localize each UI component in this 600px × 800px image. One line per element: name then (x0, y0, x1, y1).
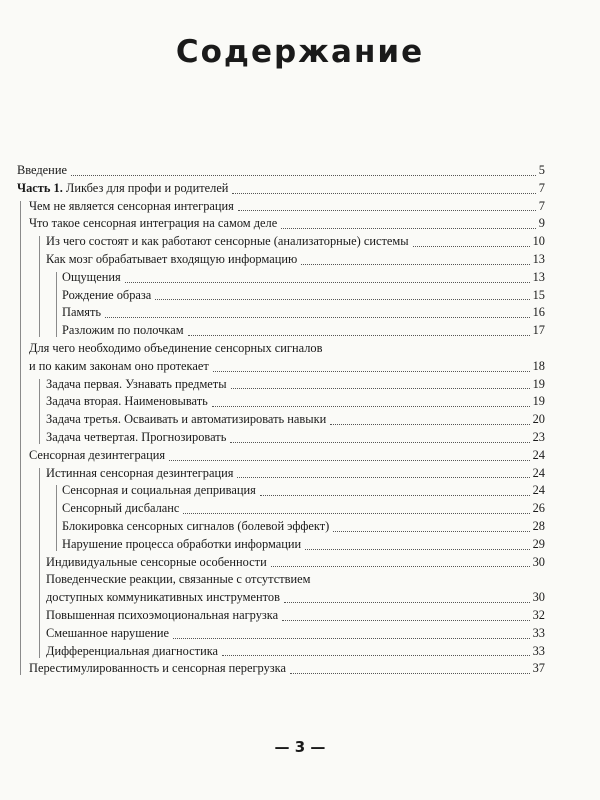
dot-leader (284, 602, 530, 603)
toc-page-number: 19 (532, 394, 545, 409)
toc-page-number: 20 (532, 412, 545, 427)
toc-entry-label: Часть 1. Ликбез для профи и родителей (17, 180, 229, 195)
toc-page-number: 30 (532, 590, 545, 605)
toc-guide-line (20, 201, 21, 675)
toc-page-number: 15 (532, 287, 545, 302)
toc-entry-label: Перестимулированность и сенсорная перегрузка (29, 661, 286, 676)
dot-leader (105, 317, 530, 318)
toc-entry[interactable] (17, 393, 545, 411)
toc-entry[interactable] (17, 215, 545, 233)
dot-leader (271, 566, 530, 567)
toc-entry[interactable] (17, 376, 545, 394)
toc-page-number: 29 (532, 536, 545, 551)
page-number: — 3 — (274, 738, 326, 756)
toc-entry[interactable] (17, 269, 545, 287)
toc-page-number: 30 (532, 554, 545, 569)
toc-entry-label-line1: Для чего необходимо объединение сенсорных сигналов (29, 340, 323, 355)
toc-entry-label: Повышенная психоэмоциональная нагрузка (46, 607, 279, 622)
toc-entry[interactable] (17, 429, 545, 447)
toc-entry-label: Введение (17, 163, 67, 177)
toc-page-number: 18 (532, 358, 545, 373)
toc-page-number: 17 (532, 323, 545, 338)
toc-entry[interactable] (17, 251, 545, 269)
toc-entry-label: Из чего состоят и как работают сенсорные (анализаторные) системы (46, 234, 409, 249)
toc-entry[interactable] (17, 340, 545, 376)
dot-leader (222, 655, 530, 656)
page-title: Содержание (175, 34, 425, 70)
toc-entry[interactable] (17, 518, 545, 536)
toc-entry-label: и по каким законам оно протекает (29, 358, 209, 373)
dot-leader (169, 460, 529, 461)
toc-page-number: 5 (538, 163, 545, 177)
toc-page-number: 24 (532, 465, 545, 480)
toc-entry[interactable] (17, 643, 545, 661)
dot-leader (260, 495, 530, 496)
toc-entry[interactable] (17, 660, 545, 678)
dot-leader (330, 424, 529, 425)
toc-entry[interactable] (17, 625, 545, 643)
toc-page-number: 13 (532, 269, 545, 284)
toc-page-number: 9 (538, 216, 545, 231)
toc-entry[interactable] (17, 287, 545, 305)
toc-entry-label-line1: Поведенческие реакции, связанные с отсутствием (46, 572, 311, 587)
toc-page-number: 37 (532, 661, 545, 676)
toc-entry-label: Что такое сенсорная интеграция на самом деле (29, 216, 278, 231)
toc-entry-label: Задача третья. Осваивать и автоматизировать навыки (46, 412, 327, 427)
toc-entry[interactable] (17, 465, 545, 483)
dot-leader (173, 638, 530, 639)
dot-leader (232, 193, 535, 194)
dot-leader (238, 210, 536, 211)
toc-page-number: 7 (538, 180, 545, 195)
dot-leader (125, 282, 530, 283)
toc-entry-label: Память (62, 305, 102, 320)
dot-leader (282, 620, 529, 621)
toc-entry[interactable] (17, 411, 545, 429)
dot-leader (301, 264, 529, 265)
toc-entry-label: Сенсорная и социальная депривация (62, 483, 256, 498)
toc-page-number: 28 (532, 518, 545, 533)
toc-entry-label: Истинная сенсорная дезинтеграция (46, 465, 234, 480)
toc-entry-label: Блокировка сенсорных сигналов (болевой эффект) (62, 518, 330, 533)
toc-guide-line (56, 272, 57, 337)
toc-entry[interactable] (17, 304, 545, 322)
toc-part-prefix: Часть 1. (17, 180, 63, 195)
toc-entry-label: Задача четвертая. Прогнозировать (46, 429, 227, 444)
dot-leader (231, 388, 530, 389)
dot-leader (281, 228, 536, 229)
toc-entry-label: Чем не является сенсорная интеграция (29, 198, 234, 213)
toc-guide-line (39, 468, 40, 658)
toc-page-number: 23 (532, 429, 545, 444)
dot-leader (290, 673, 530, 674)
toc-entry[interactable] (17, 607, 545, 625)
table-of-contents (17, 162, 545, 678)
toc-guide-line (39, 379, 40, 444)
toc-entry[interactable] (17, 447, 545, 465)
toc-entry[interactable] (17, 198, 545, 216)
toc-entry-label: Задача первая. Узнавать предметы (46, 376, 227, 391)
toc-page-number: 33 (532, 643, 545, 658)
toc-page-number: 32 (532, 607, 545, 622)
toc-entry-label: доступных коммуникативных инструментов (46, 590, 280, 605)
dot-leader (305, 549, 529, 550)
dot-leader (71, 175, 536, 176)
toc-entry[interactable] (17, 180, 545, 198)
dot-leader (413, 246, 530, 247)
toc-entry[interactable] (17, 482, 545, 500)
toc-entry[interactable] (17, 233, 545, 251)
toc-entry-label: Сенсорный дисбаланс (62, 501, 180, 516)
toc-page-number: 26 (532, 501, 545, 516)
toc-entry[interactable] (17, 500, 545, 518)
dot-leader (212, 406, 530, 407)
toc-entry-label: Разложим по полочкам (62, 323, 184, 338)
toc-entry-label: Задача вторая. Наименовывать (46, 394, 208, 409)
dot-leader (333, 531, 529, 532)
dot-leader (183, 513, 529, 514)
dot-leader (155, 299, 529, 300)
toc-entry-label: Ощущения (62, 269, 121, 284)
dot-leader (230, 442, 529, 443)
toc-page-number: 13 (532, 251, 545, 266)
dot-leader (213, 371, 530, 372)
toc-entry[interactable] (17, 162, 545, 180)
toc-entry-label: Дифференциальная диагностика (46, 643, 219, 658)
toc-guide-line (56, 485, 57, 551)
toc-entry-label: Смешанное нарушение (46, 625, 170, 640)
toc-entry-label: Как мозг обрабатывает входящую информацию (46, 251, 298, 266)
toc-page-number: 33 (532, 625, 545, 640)
toc-page-number: 24 (532, 483, 545, 498)
toc-entry-label: Сенсорная дезинтеграция (29, 447, 166, 462)
toc-page-number: 19 (532, 376, 545, 391)
toc-page-number: 7 (538, 198, 545, 213)
toc-page-number: 24 (532, 447, 545, 462)
toc-entry-label: Нарушение процесса обработки информации (62, 536, 302, 551)
toc-page-number: 16 (532, 305, 545, 320)
toc-entry-label: Рождение образа (62, 287, 152, 302)
toc-page-number: 10 (532, 234, 545, 249)
toc-guide-line (39, 236, 40, 337)
toc-entry[interactable] (17, 322, 545, 340)
toc-entry-label: Индивидуальные сенсорные особенности (46, 554, 267, 569)
dot-leader (188, 335, 530, 336)
toc-entry[interactable] (17, 571, 545, 607)
toc-entry[interactable] (17, 554, 545, 572)
toc-entry[interactable] (17, 536, 545, 554)
dot-leader (237, 477, 529, 478)
